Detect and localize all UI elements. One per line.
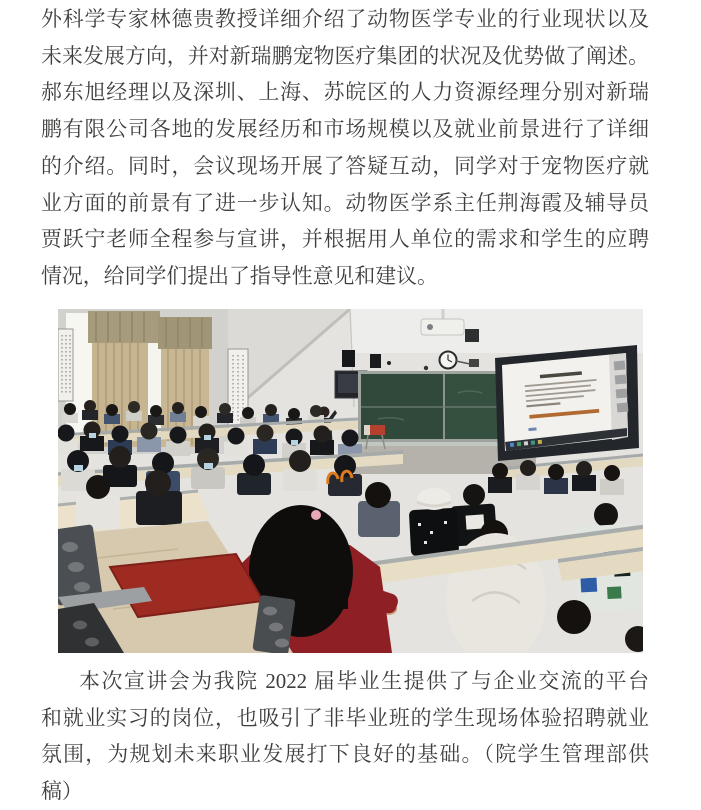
presentation-screen [495,345,639,461]
text-line: 和就业实习的岗位，也吸引了非毕业班的学生现场体验招聘就业 [41,705,649,730]
text-line: 本次宣讲会为我院 2022 届毕业生提供了与企业交流的平台 [79,669,649,693]
text-line: 郝东旭经理以及深圳、上海、苏皖区的人力资源经理分别对新瑞 [41,80,649,105]
text-line: 稿） [41,779,83,804]
text-line: 鹏有限公司各地的发展经历和市场规模以及就业前景进行了详细 [41,117,649,142]
text-line: 的介绍。同时，会议现场开展了答疑互动，同学对于宠物医疗就 [41,153,649,178]
text-line: 氛围，为规划未来职业发展打下良好的基础。（院学生管理部供 [41,742,649,767]
text-line: 业方面的前景有了进一步认知。动物医学系主任荆海霞及辅导员 [41,190,649,215]
classroom-photo [58,309,643,653]
text-line: 情况，给同学们提出了指导性意见和建议。 [41,263,438,288]
text-line: 未来发展方向，并对新瑞鹏宠物医疗集团的状况及优势做了阐述。 [41,43,649,68]
paragraph-1 [41,1,649,295]
text-line: 外科学专家林德贵教授详细介绍了动物医学专业的行业现状以及 [41,7,649,31]
text-line: 贾跃宁老师全程参与宣讲，并根据用人单位的需求和学生的应聘 [41,227,649,252]
paragraph-2 [41,663,649,810]
